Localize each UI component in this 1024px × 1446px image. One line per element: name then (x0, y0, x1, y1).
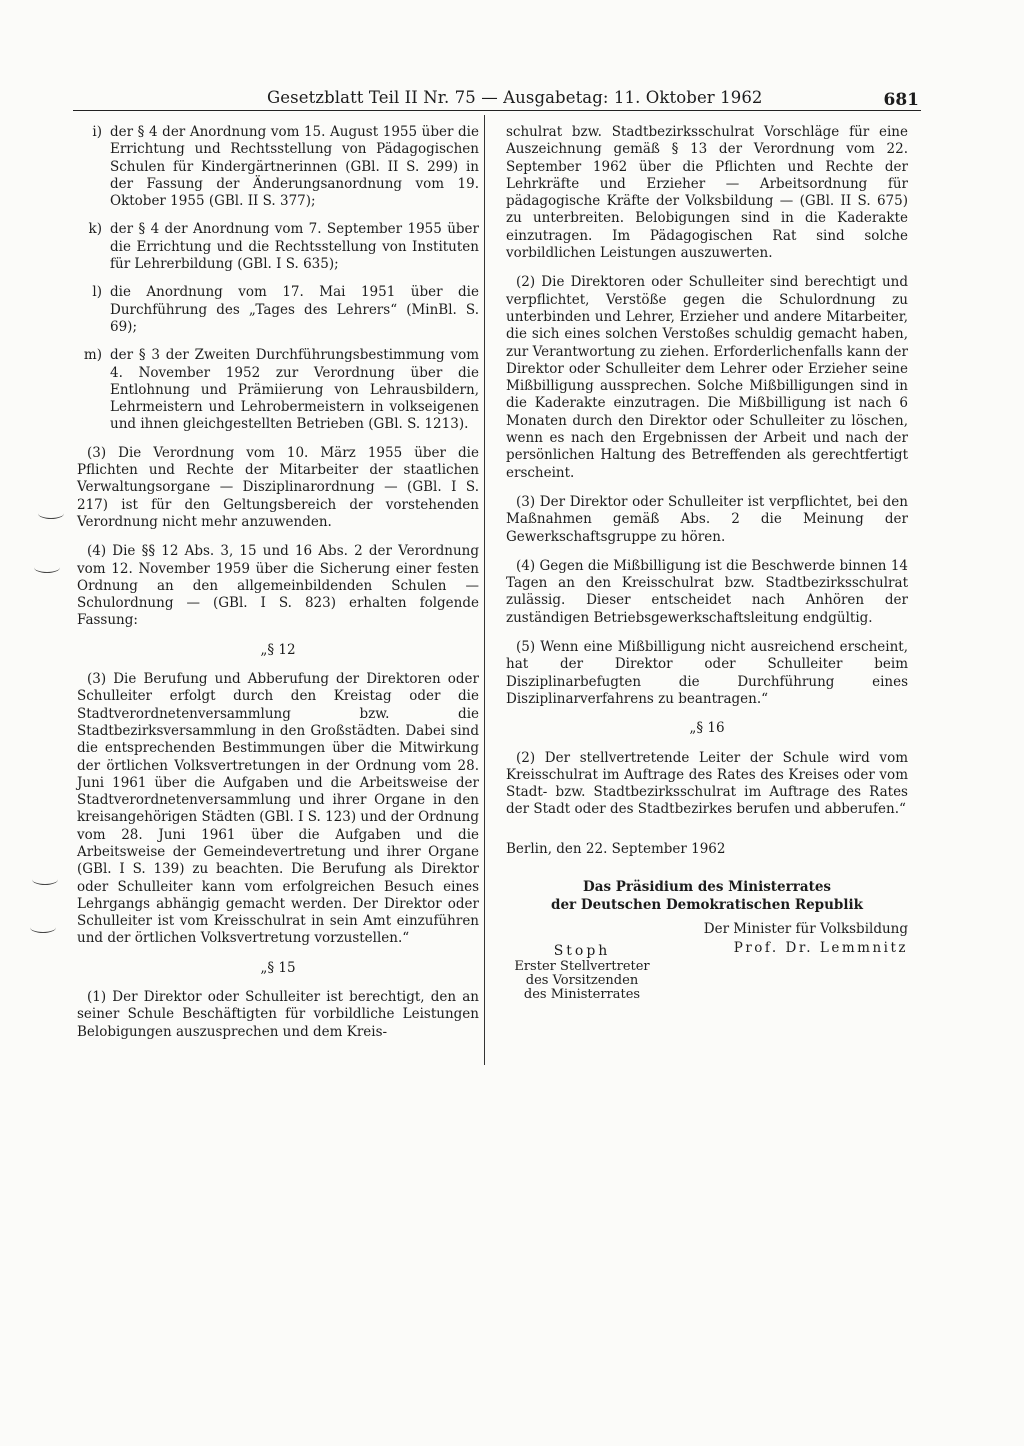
minister-signature (704, 920, 908, 958)
stoph-signature (512, 944, 652, 1002)
item-text: die Anordnung vom 17. Mai 1951 über die Durchführung des „Tages des Lehrers“ (MinBl. S. 69); (110, 284, 479, 335)
paragraph-2: (2) Die Direktoren oder Schulleiter sind berechtigt und verpflichtet, Verstöße gegen die Schulordnung zu unterbinden und Lehrer, Erzieher und andere Mitarbeiter, die sich eines solchen Verstoßes schuldig gemacht haben, zur Verantwortung zu ziehen. Erforderlichenfalls kann der Direktor oder Schulleiter dem Lehrer oder Erzieher seine Mißbilligung aussprechen. Solche Mißbilligungen sind in die Kaderakte einzutragen. Die Mißbilligung ist nach 6 Monaten durch den Direktor oder Schulleiter zu löschen, wenn es nach den Ergebnissen der Arbeit und nach der persönlichen Haltung des Betreffenden als gerechtfertigt erscheint. (506, 274, 908, 481)
item-label: k) (88, 221, 102, 238)
presidium-block (506, 878, 908, 914)
presidium-line-1: Das Präsidium des Ministerrates (582, 878, 832, 895)
item-label: m) (83, 347, 102, 364)
paragraph-3: (3) Die Verordnung vom 10. März 1955 über die Pflichten und Rechte der Mitarbeiter der staatlichen Verwaltungsorgane — Disziplinarordnung — (GBl. I S. 217) ist für den Geltungsbereich der vorstehenden Verordnung nicht mehr anzuwenden. (77, 444, 479, 530)
section-12-heading: „§ 12 (260, 641, 296, 658)
column-divider (484, 115, 485, 1065)
paragraph-5: (5) Wenn eine Mißbilligung nicht ausreichend erscheint, hat der Direktor oder Schulleiter beim Disziplinarbefugten die Durchführung eines Disziplinarverfahrens zu beantragen.“ (506, 639, 908, 707)
right-column (506, 124, 908, 1010)
paragraph-4: (4) Gegen die Mißbilligung ist die Beschwerde binnen 14 Tagen an den Kreisschulrat bzw. Stadtbezirksschulrat zulässig. Dieser entscheidet nach Anhören der zuständigen Betriebsgewerkschaftsleitung endgültig. (506, 557, 908, 626)
list-item (77, 347, 479, 433)
signatures (506, 920, 908, 1010)
stoph-role-1: Erster Stellvertreter (514, 958, 650, 974)
section-15-heading: „§ 15 (260, 959, 296, 976)
item-text: der § 4 der Anordnung vom 15. August 1955 über die Errichtung und Rechtsstellung von Pädagogischen Schulen für Kindergärtnerinnen (GBl. II S. 299) in der Fassung der Änderungsanordnung vom 19. Oktober 1955 (GBl. II S. 377); (110, 124, 479, 210)
minister-title: Der Minister für Volksbildung (703, 920, 908, 937)
list-item (77, 221, 479, 273)
header-rule (73, 110, 921, 111)
list-item (77, 284, 479, 336)
stoph-name: Stoph (553, 942, 611, 959)
paragraph-3: (3) Der Direktor oder Schulleiter ist verpflichtet, bei den Maßnahmen gemäß Abs. 2 die Meinung der Gewerkschaftsgruppe zu hören. (506, 493, 908, 545)
section-16-heading: „§ 16 (689, 720, 725, 737)
section-12-paragraph: (3) Die Berufung und Abberufung der Direktoren oder Schulleiter erfolgt durch den Kreistag oder die Stadtverordnetenversammlung bzw. die Stadtbezirksversammlung in den Großstädten. Dabei sind die entsprechenden Bestimmungen über die Mitwirkung der örtlichen Volksvertretungen in der Ordnung vom 28. Juni 1961 über die Aufgaben und die Arbeitsweise der Stadtverordnetenversammlung und ihrer Organe in den kreisangehörigen Städten (GBl. I S. 123) und der Ordnung vom 28. Juni 1961 über die Aufgaben und die Arbeitsweise der Gemeindevertretung und ihrer Organe (GBl. I S. 139) zu beachten. Die Berufung als Direktor oder Schulleiter kann vom erfolgreichen Besuch eines Lehrgangs abhängig gemacht werden. Der Direktor oder Schulleiter ist vom Kreisschulrat in sein Amt einzuführen und der örtlichen Volksvertretung vorzustellen.“ (77, 671, 479, 947)
item-label: i) (92, 124, 102, 140)
item-text: der § 3 der Zweiten Durchführungsbestimmung vom 4. November 1952 zur Verordnung über die Entlohnung und Prämiierung von Lehrausbildern, Lehrmeistern und Lehrobermeistern in volkseigenen und ihnen gleichgestellten Betrieben (GBl. S. 1213). (110, 347, 479, 433)
presidium-line-2: der Deutschen Demokratischen Republik (551, 896, 863, 913)
left-column (77, 124, 479, 1053)
stoph-role-2: des Vorsitzenden (525, 972, 639, 988)
margin-mark (30, 922, 56, 933)
section-15-paragraph: (1) Der Direktor oder Schulleiter ist berechtigt, den an seiner Schule Beschäftigten für vorbildliche Leistungen Belobigungen auszusprechen und dem Kreis- (77, 989, 479, 1040)
page-number: 681 (883, 90, 919, 110)
minister-name: Prof. Dr. Lemmnitz (733, 939, 908, 956)
paragraph-4: (4) Die §§ 12 Abs. 3, 15 und 16 Abs. 2 der Verordnung vom 12. November 1959 über die Sicherung einer festen Ordnung an den allgemeinbildenden Schulen — Schulordnung — (GBl. I S. 823) erhalten folgende Fassung: (77, 543, 479, 629)
continued-paragraph: schulrat bzw. Stadtbezirksschulrat Vorschläge für eine Auszeichnung gemäß § 13 der Verordnung vom 22. September 1962 über die Pflichten und Rechte der Lehrkräfte und Erzieher — Arbeitsordnung für pädagogische Kräfte der Volksbildung — (GBl. II S. 675) zu unterbreiten. Belobigungen sind in die Kaderakte einzutragen. Im Pädagogischen Rat sind solche vorbildlichen Leistungen auszuwerten. (506, 124, 908, 262)
signing-date: Berlin, den 22. September 1962 (506, 840, 726, 857)
margin-mark (32, 874, 58, 885)
list-item (77, 124, 479, 210)
item-label: l) (92, 284, 102, 301)
margin-mark (38, 508, 64, 519)
margin-mark (34, 562, 60, 573)
item-text: der § 4 der Anordnung vom 7. September 1955 über die Errichtung und die Rechtsstellung von Instituten für Lehrerbildung (GBl. I S. 635); (110, 221, 479, 273)
stoph-role-3: des Ministerrates (523, 986, 641, 1002)
section-16-paragraph: (2) Der stellvertretende Leiter der Schule wird vom Kreisschulrat im Auftrage des Rates des Kreises oder vom Stadt- bzw. Stadtbezirksschulrat im Auftrage des Rates der Stadt oder des Stadtbezirkes berufen und abberufen.“ (506, 749, 908, 818)
gazette-title: Gesetzblatt Teil II Nr. 75 — Ausgabetag: 11. Oktober 1962 (267, 88, 763, 107)
page-header (73, 88, 921, 112)
